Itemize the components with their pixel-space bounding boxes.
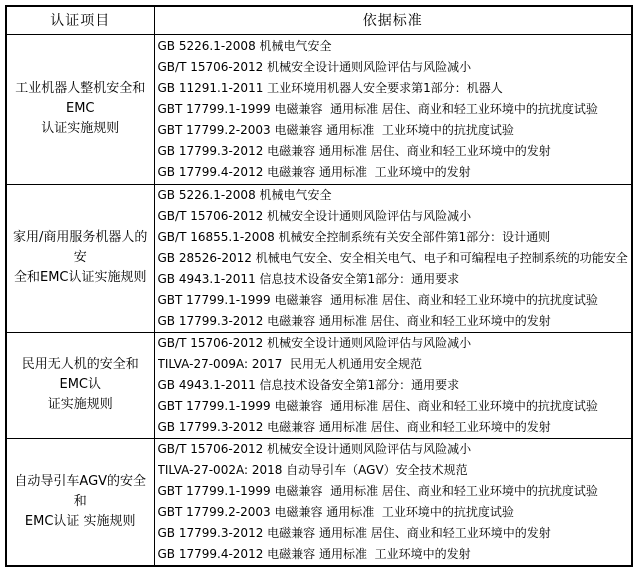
standard-line: GB 11291.1-2011 工业环境用机器人安全要求第1部分：机器人 [157,80,503,95]
standard-line: GB 28526-2012 机械电气安全、安全相关电气、电子和可编程电子控制系统的功能安全 [157,250,628,265]
table-row [6,184,632,332]
project-name-line: 民用无人机的安全和EMC认 [21,357,139,392]
standard-line: GBT 17799.2-2003 电磁兼容 通用标准 工业环境中的抗扰度试验 [157,504,514,519]
standard-line: GBT 17799.2-2003 电磁兼容 通用标准 工业环境中的抗扰度试验 [157,122,514,137]
standard-line: GB 17799.3-2012 电磁兼容 通用标准 居住、商业和轻工业环境中的发射 [157,143,551,158]
standard-line: GB 4943.1-2011 信息技术设备安全第1部分：通用要求 [157,377,460,392]
column-header-standard: 依据标准 [154,6,632,34]
standards-cell [154,34,632,184]
table-row [6,438,632,566]
standard-line: GBT 17799.1-1999 电磁兼容 通用标准 居住、商业和轻工业环境中的抗扰度试验 [157,101,598,116]
project-name-line: 全和EMC认证实施规则 [13,270,147,285]
project-name-cell [6,438,154,566]
standard-line: GB 17799.4-2012 电磁兼容 通用标准 工业环境中的发射 [157,164,471,179]
document-page [0,5,636,571]
standards-cell [154,184,632,332]
standard-line: GB 4943.1-2011 信息技术设备安全第1部分：通用要求 [157,271,460,286]
table-row [6,34,632,184]
standard-line: GB 5226.1-2008 机械电气安全 [157,38,332,53]
table-row [6,332,632,438]
project-name-cell [6,34,154,184]
project-name-line: 证实施规则 [47,397,113,412]
standard-line: GB 17799.3-2012 电磁兼容 通用标准 居住、商业和轻工业环境中的发射 [157,419,551,434]
standard-line: GB/T 15706-2012 机械安全设计通则风险评估与风险减小 [157,208,472,223]
standard-line: GB 17799.4-2012 电磁兼容 通用标准 工业环境中的发射 [157,546,471,561]
standard-line: GB 5226.1-2008 机械电气安全 [157,187,332,202]
project-name-line: 自动导引车AGV的安全和 [14,473,147,509]
column-header-project: 认证项目 [6,6,154,34]
standard-line: GB 17799.3-2012 电磁兼容 通用标准 居住、商业和轻工业环境中的发射 [157,525,551,540]
standard-line: TILVA-27-009A: 2017 民用无人机通用安全规范 [157,356,422,371]
standard-line: TILVA-27-002A: 2018 自动导引车（AGV）安全技术规范 [157,462,468,477]
standard-line: GB/T 15706-2012 机械安全设计通则风险评估与风险减小 [157,441,472,456]
table-header-row [6,6,632,34]
project-name-cell [6,332,154,438]
standard-line: GB 17799.3-2012 电磁兼容 通用标准 居住、商业和轻工业环境中的发射 [157,313,551,328]
standard-line: GBT 17799.1-1999 电磁兼容 通用标准 居住、商业和轻工业环境中的抗扰度试验 [157,398,598,413]
project-name-line: 家用/商用服务机器人的安 [13,230,148,265]
certification-standards-table [5,5,633,567]
project-name-line: 认证实施规则 [41,121,120,136]
standard-line: GBT 17799.1-1999 电磁兼容 通用标准 居住、商业和轻工业环境中的抗扰度试验 [157,483,598,498]
project-name-line: 工业机器人整机安全和EMC [15,81,146,116]
standards-cell [154,438,632,566]
project-name-line: EMC认证 实施规则 [24,513,136,529]
project-name-cell [6,184,154,332]
standards-cell [154,332,632,438]
standard-line: GB/T 15706-2012 机械安全设计通则风险评估与风险减小 [157,335,472,350]
standard-line: GBT 17799.1-1999 电磁兼容 通用标准 居住、商业和轻工业环境中的抗扰度试验 [157,292,598,307]
standard-line: GB/T 15706-2012 机械安全设计通则风险评估与风险减小 [157,59,472,74]
standard-line: GB/T 16855.1-2008 机械安全控制系统有关安全部件第1部分：设计通则 [157,229,551,244]
